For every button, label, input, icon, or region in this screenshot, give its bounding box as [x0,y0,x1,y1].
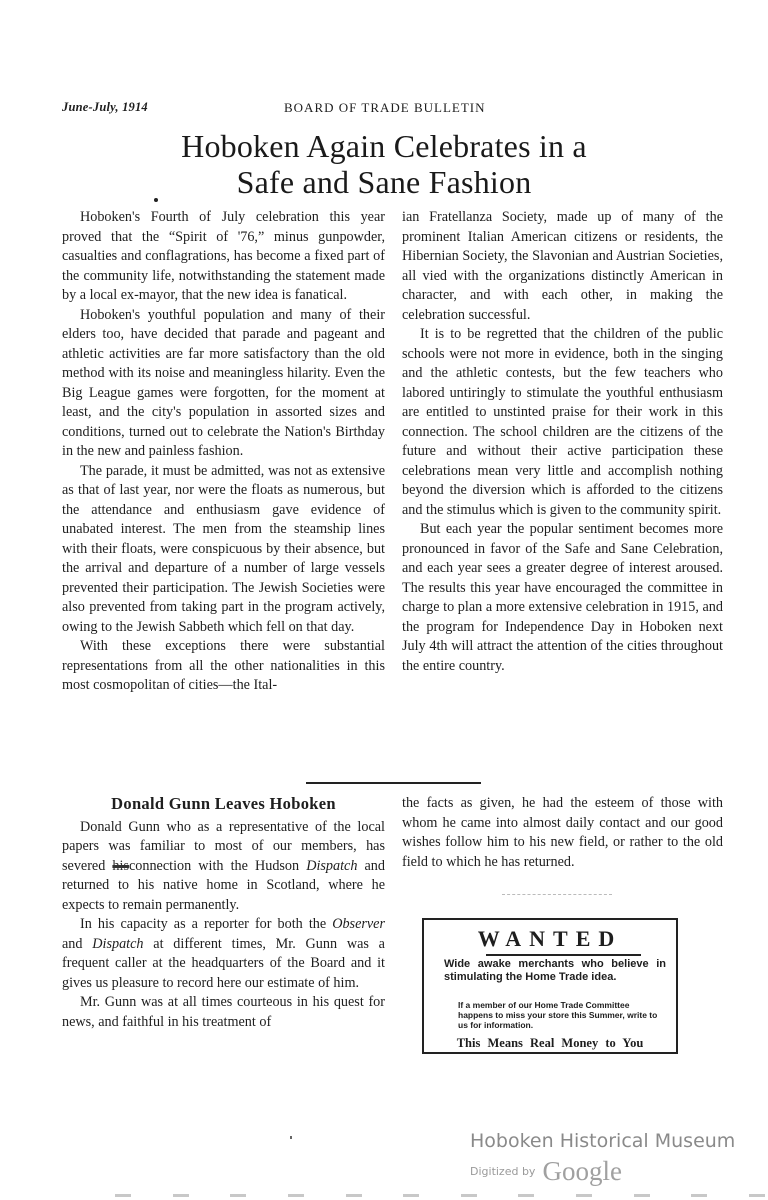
newspaper-name: Dispatch [306,857,358,874]
newspaper-name: Observer [332,916,385,932]
ad-footer: This Means Real Money to You [456,1036,644,1050]
google-logo: Google [542,1156,623,1186]
paragraph: Hoboken's youthful population and many of their elders too, have decided that parade and pageant and athletic activities are far more satisfactory than the old method with its noise and meaningless hilarity. Even the Big League games were forgotten, for the moment at least, and the city's population in assorted sizes and conditions, turned out to celebrate the Nation's Birthday in the new and painless fashion. [62,306,385,459]
article-title [60,128,708,200]
article2-column-left [62,794,385,1032]
paragraph: Mr. Gunn was at all times courteous in his quest for news, and faithful in his treatment of [62,994,385,1030]
faint-rule [502,894,612,896]
ad-title-underline [486,954,641,956]
running-head [62,100,682,120]
scan-edge-marks [115,1194,765,1200]
museum-watermark: Hoboken Historical Museum [470,1130,736,1152]
article2-column-right [402,794,723,872]
article-title-line-2: Safe and Sane Fashion [236,164,532,200]
paragraph: In his capacity as a reporter for both the Observer and Dispatch at different times, Mr. Gunn was a frequent caller at the headquarters of the Board and it gives us pleasure to record here our estimate of him. [62,916,385,991]
paragraph: With these exceptions there were substantial representations from all the other nationalities in this most cosmopolitan of cities—the Ital- [62,638,385,693]
ad-main-text: Wide awake merchants who believe in stimulating the Home Trade idea. [444,958,666,983]
newspaper-name: Dispatch [92,935,144,952]
print-speck [290,1136,292,1139]
ad-title: WANTED [477,926,623,951]
digitized-by-watermark: Digitized by Google [470,1156,623,1186]
article2-title: Donald Gunn Leaves Hoboken [111,794,336,813]
section-divider [306,782,481,784]
article-column-left [62,208,385,696]
paragraph-continuation: the facts as given, he had the esteem of those with whom he came into almost daily contact and our good wishes follow him to his new field, or rather to the old field to which he has returned. [402,795,723,870]
paragraph: It is to be regretted that the children of the public schools were not more in evidence, both in the singing and the athletic contests, but the few teachers who labored untiringly to stimulate the youthful enthusiasm are entitled to unstinted praise for their work in this connection. The school children are the citizens of the future and without their active participation these celebrations mean very little and accomplish nothing beyond the diversion which is afforded to the citizens and the stimulus which is given to the community spirit. [402,326,723,518]
issue-date: June-July, 1914 [62,100,148,114]
paragraph: But each year the popular sentiment becomes more pronounced in favor of the Safe and Sane Celebration, and each year sees a greater degree of interest aroused. The results this year have encouraged the committee in charge to plan a more extensive celebration in 1915, and the program for Independence Day in Hoboken next July 4th will attract the attention of the cities throughout the entire country. [402,521,723,674]
print-speck [154,198,158,202]
paragraph: Hoboken's Fourth of July celebration this year proved that the “Spirit of '76,” minus gunpowder, casualties and conflagrations, has become a fixed part of the community life, notwithstanding the statement made by a local ex-mayor, that the new idea is fanatical. [62,209,385,303]
article-title-line-1: Hoboken Again Celebrates in a [181,128,587,164]
wanted-advertisement [422,918,678,1054]
paragraph: Donald Gunn who as a representative of the local papers was familiar to most of our members, has severed hisconnection with the Hudson Dispatch and returned to his native home in Scotland, where he expects to remain permanently. [62,818,385,913]
publication-name: BOARD OF TRADE BULLETIN [284,100,486,115]
article-column-right [402,208,723,676]
ad-small-text: If a member of our Home Trade Committee happens to miss your store this Summer, write to us for information. [458,1000,658,1030]
struck-word: his [112,857,129,874]
paragraph: The parade, it must be admitted, was not as extensive as that of last year, nor were the floats as numerous, but the attendance and enthusiasm gave evidence of unabated interest. The men from the steamship lines with their floats, were conspicuous by their absence, but the arrival and departure of a number of large vessels prevented their participation. The Jewish Societies were also prevented from taking part in the program actively, owing to the Jewish Sabbeth which fell on that day. [62,462,385,635]
paragraph-continuation: ian Fratellanza Society, made up of many of the prominent Italian American citizens or residents, the Hibernian Society, the Slavonian and Austrian Societies, all vied with the organizations distinctly American in character, and with each other, in making the celebration successful. [402,209,723,323]
